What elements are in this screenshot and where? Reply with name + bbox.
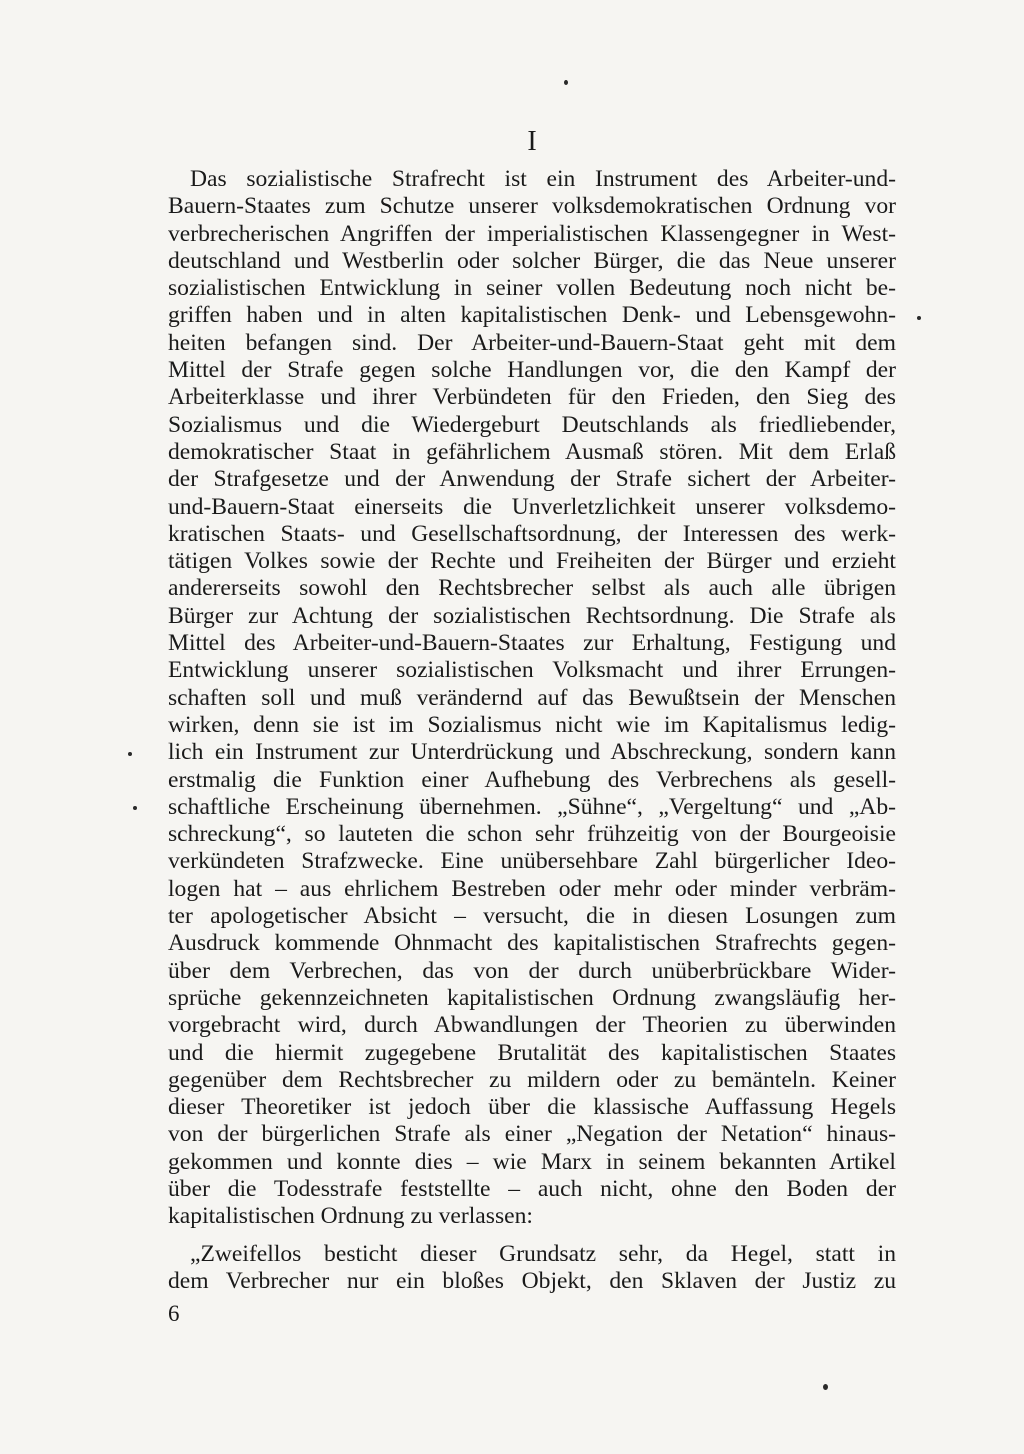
- text-line: schreckung“, so lauteten die schon sehr frühzeitig von der Bourgeoisie: [168, 821, 896, 848]
- text-line: vorgebracht wird, durch Abwandlungen der Theorien zu überwinden: [168, 1012, 896, 1039]
- text-line: Entwicklung unserer sozialistischen Volksmacht und ihrer Errungen-: [168, 657, 896, 684]
- text-line: Mittel des Arbeiter-und-Bauern-Staates zur Erhaltung, Festigung und: [168, 630, 896, 657]
- page-number: 6: [168, 1301, 180, 1326]
- text-line: verkündeten Strafzwecke. Eine unübersehbare Zahl bürgerlicher Ideo-: [168, 848, 896, 875]
- text-line: Sozialismus und die Wiedergeburt Deutschlands als friedliebender,: [168, 411, 896, 438]
- text-line: Bürger zur Achtung der sozialistischen Rechtsordnung. Die Strafe als: [168, 602, 896, 629]
- text-line: verbrecherischen Angriffen der imperialistischen Klassengegner in West-: [168, 220, 896, 247]
- text-line: Bauern-Staates zum Schutze unserer volksdemokratischen Ordnung vor: [168, 193, 896, 220]
- text-line: kratischen Staats- und Gesellschaftsordnung, der Interessen des werk-: [168, 520, 896, 547]
- text-line: über die Todesstrafe feststellte – auch nicht, ohne den Boden der: [168, 1175, 896, 1202]
- text-line: ter apologetischer Absicht – versucht, die in diesen Losungen zum: [168, 903, 896, 930]
- text-line: heiten befangen sind. Der Arbeiter-und-Bauern-Staat geht mit dem: [168, 329, 896, 356]
- quote-line: dem Verbrecher nur ein bloßes Objekt, den Sklaven der Justiz zu: [168, 1267, 896, 1294]
- text-line: schaften soll und muß verändernd auf das Bewußtsein der Menschen: [168, 684, 896, 711]
- text-line: deutschland und Westberlin oder solcher Bürger, die das Neue unserer: [168, 247, 896, 274]
- text-line: dieser Theoretiker ist jedoch über die klassische Auffassung Hegels: [168, 1094, 896, 1121]
- text-line: demokratischer Staat in gefährlichem Ausmaß stören. Mit dem Erlaß: [168, 438, 896, 465]
- text-line: von der bürgerlichen Strafe als einer „Negation der Netation“ hinaus-: [168, 1121, 896, 1148]
- text-line: wirken, denn sie ist im Sozialismus nicht wie im Kapitalismus ledig-: [168, 711, 896, 738]
- body-text: [168, 166, 896, 1295]
- section-heading: I: [527, 126, 537, 157]
- text-line: gekommen und konnte dies – wie Marx in seinem bekannten Artikel: [168, 1148, 896, 1175]
- scan-speck: [128, 752, 132, 756]
- text-line: erstmalig die Funktion einer Aufhebung des Verbrechens als gesell-: [168, 766, 896, 793]
- text-line: andererseits sowohl den Rechtsbrecher selbst als auch alle übrigen: [168, 575, 896, 602]
- text-line: Mittel der Strafe gegen solche Handlungen vor, die den Kampf der: [168, 357, 896, 384]
- text-line: kapitalistischen Ordnung zu verlassen:: [168, 1203, 533, 1230]
- text-line: und-Bauern-Staat einerseits die Unverletzlichkeit unserer volksdemo-: [168, 493, 896, 520]
- text-line: Arbeiterklasse und ihrer Verbündeten für den Frieden, den Sieg des: [168, 384, 896, 411]
- text-line: Ausdruck kommende Ohnmacht des kapitalistischen Strafrechts gegen-: [168, 930, 896, 957]
- text-line: schaftliche Erscheinung übernehmen. „Sühne“, „Vergeltung“ und „Ab-: [168, 793, 896, 820]
- text-line: gegenüber dem Rechtsbrecher zu mildern oder zu bemänteln. Keiner: [168, 1066, 896, 1093]
- text-line: Das sozialistische Strafrecht ist ein Instrument des Arbeiter-und-: [190, 166, 896, 192]
- text-line: der Strafgesetze und der Anwendung der Strafe sichert der Arbeiter-: [168, 466, 896, 493]
- text-line: sozialistischen Entwicklung in seiner vollen Bedeutung noch nicht be-: [168, 275, 896, 302]
- text-line: sprüche gekennzeichneten kapitalistischen Ordnung zwangsläufig her-: [168, 984, 896, 1011]
- text-line: logen hat – aus ehrlichem Bestreben oder mehr oder minder verbräm-: [168, 875, 896, 902]
- scan-speck: [823, 1384, 828, 1390]
- text-line: und die hiermit zugegebene Brutalität des kapitalistischen Staates: [168, 1039, 896, 1066]
- scan-speck: [917, 316, 921, 320]
- quote-line: „Zweifellos besticht dieser Grundsatz sehr, da Hegel, statt in: [190, 1240, 896, 1267]
- scan-speck: [133, 806, 137, 810]
- text-line: über dem Verbrechen, das von der durch unüberbrückbare Wider-: [168, 957, 896, 984]
- text-line: tätigen Volkes sowie der Rechte und Freiheiten der Bürger und erzieht: [168, 548, 896, 575]
- text-line: lich ein Instrument zur Unterdrückung und Abschreckung, sondern kann: [168, 739, 896, 766]
- scan-speck: [564, 80, 568, 85]
- text-line: griffen haben und in alten kapitalistischen Denk- und Lebensgewohn-: [168, 302, 896, 329]
